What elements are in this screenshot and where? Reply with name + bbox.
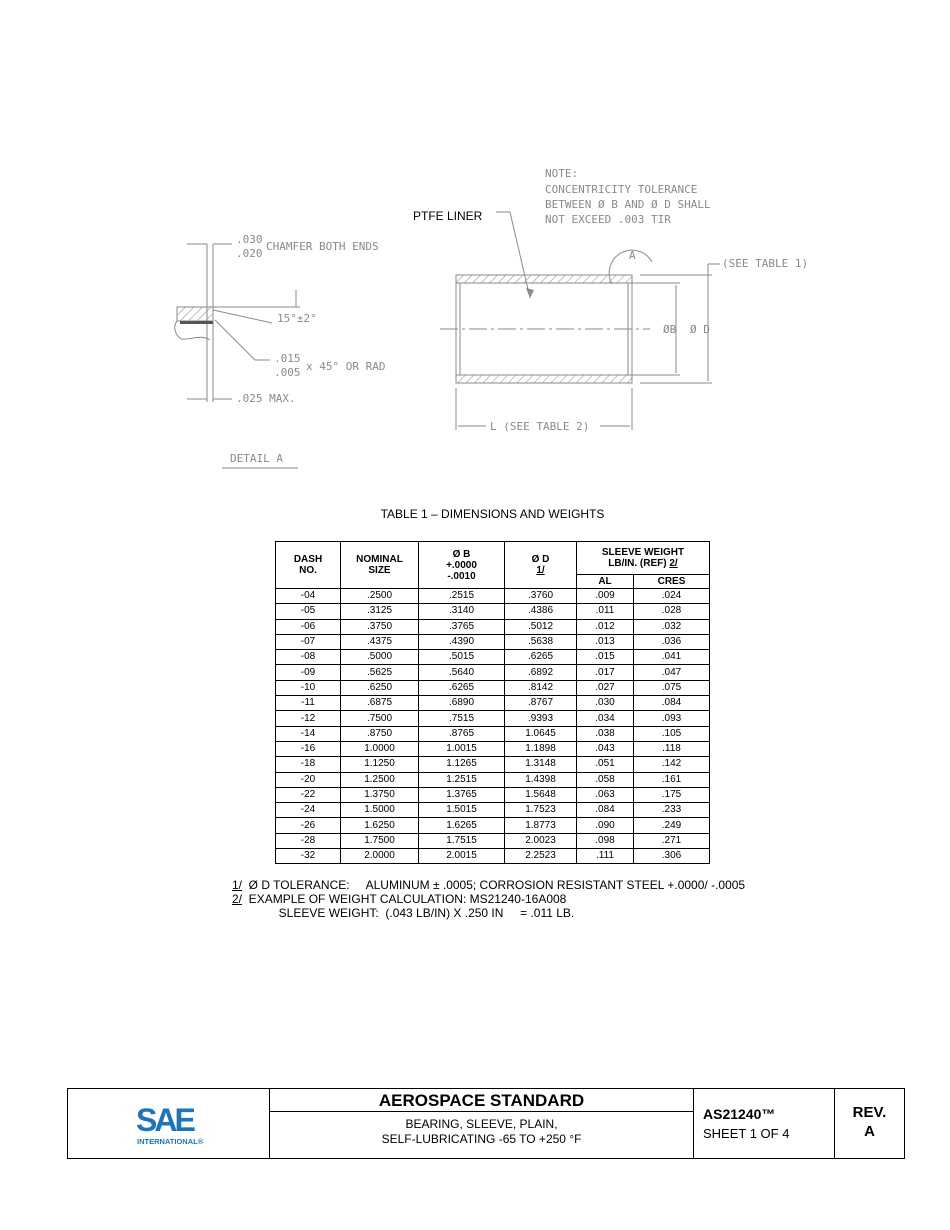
revision-label: REV. <box>852 1104 887 1121</box>
table-row <box>276 757 710 772</box>
table-cell: 1.4398 <box>505 772 577 787</box>
table-cell: -24 <box>276 803 341 818</box>
table-cell: .015 <box>577 650 634 665</box>
table-cell: -12 <box>276 711 341 726</box>
table-cell: .5000 <box>341 650 419 665</box>
table-cell: 1.1265 <box>419 757 505 772</box>
table-cell: .175 <box>634 787 710 802</box>
header-sleeve-weight <box>577 542 710 575</box>
table-cell: 1.0000 <box>341 741 419 756</box>
table-cell: -07 <box>276 634 341 649</box>
table-row <box>276 589 710 604</box>
header-cres: CRES <box>634 575 710 589</box>
table-cell: .7500 <box>341 711 419 726</box>
technical-drawing <box>0 0 950 480</box>
table-cell: -28 <box>276 833 341 848</box>
standard-title: AEROSPACE STANDARD <box>270 1089 693 1112</box>
header-dia-b <box>419 542 505 589</box>
revision <box>835 1103 904 1141</box>
table-cell: 2.0015 <box>419 849 505 864</box>
document-cell <box>694 1089 835 1158</box>
table-cell: 1.6250 <box>341 818 419 833</box>
table-row <box>276 634 710 649</box>
table-row <box>276 772 710 787</box>
table-cell: .030 <box>577 696 634 711</box>
header-weight-ref: 2/ <box>669 558 678 569</box>
table-row <box>276 680 710 695</box>
notes <box>232 878 745 920</box>
table-cell: .051 <box>577 757 634 772</box>
table-row <box>276 726 710 741</box>
header-dia-b-line: +.0000 <box>446 559 477 571</box>
length-label: L (SEE TABLE 2) <box>490 420 590 433</box>
table-row <box>276 604 710 619</box>
header-weight-unit: LB/IN. (REF) <box>608 558 667 569</box>
ptfe-leader <box>496 212 530 298</box>
note-1 <box>232 878 745 892</box>
table-cell: .5012 <box>505 619 577 634</box>
table-cell: -11 <box>276 696 341 711</box>
ptfe-leader-arrow <box>526 288 534 298</box>
table-cell: -22 <box>276 787 341 802</box>
table-cell: .098 <box>577 833 634 848</box>
table-cell: .093 <box>634 711 710 726</box>
table-cell: -08 <box>276 650 341 665</box>
table-cell: 1.2500 <box>341 772 419 787</box>
table-cell: .3760 <box>505 589 577 604</box>
table-cell: .017 <box>577 665 634 680</box>
table-cell: -26 <box>276 818 341 833</box>
table-cell: .063 <box>577 787 634 802</box>
table-cell: .7515 <box>419 711 505 726</box>
table-cell: 1.3148 <box>505 757 577 772</box>
table-cell: .271 <box>634 833 710 848</box>
table-cell: .6265 <box>505 650 577 665</box>
header-nominal <box>341 542 419 589</box>
table-cell: .118 <box>634 741 710 756</box>
chamfer-lower: .020 <box>236 247 263 260</box>
document-number: AS21240™ <box>703 1106 776 1122</box>
detail-label: DETAIL A <box>230 452 283 465</box>
table-row <box>276 787 710 802</box>
table-cell: .4375 <box>341 634 419 649</box>
see-table-1-label: (SEE TABLE 1) <box>722 257 809 270</box>
table-cell: 1.3750 <box>341 787 419 802</box>
table-row <box>276 665 710 680</box>
revision-cell <box>835 1089 904 1158</box>
header-al: AL <box>577 575 634 589</box>
table-cell: 1.2515 <box>419 772 505 787</box>
table-cell: .8765 <box>419 726 505 741</box>
table-cell: 1.7500 <box>341 833 419 848</box>
table-cell: -14 <box>276 726 341 741</box>
table-cell: .9393 <box>505 711 577 726</box>
sae-logo <box>136 1101 204 1147</box>
note-line: CONCENTRICITY TOLERANCE <box>545 183 698 196</box>
dia-d-label: Ø D <box>690 323 710 336</box>
table-cell: .111 <box>577 849 634 864</box>
table-row <box>276 803 710 818</box>
table-cell: .142 <box>634 757 710 772</box>
table-cell: 1.8773 <box>505 818 577 833</box>
table-cell: -05 <box>276 604 341 619</box>
table-cell: .8142 <box>505 680 577 695</box>
table-cell: .028 <box>634 604 710 619</box>
table-cell: .6892 <box>505 665 577 680</box>
table-cell: .2515 <box>419 589 505 604</box>
table-cell: 2.0023 <box>505 833 577 848</box>
table-row <box>276 818 710 833</box>
logo-text: SAE <box>136 1102 193 1138</box>
ptfe-liner-label: PTFE LINER <box>413 209 483 223</box>
table-row <box>276 849 710 864</box>
note-3-text: SLEEVE WEIGHT: (.043 LB/IN) X .250 IN = .011 LB. <box>232 906 575 920</box>
table-row <box>276 650 710 665</box>
table-cell: .011 <box>577 604 634 619</box>
table-cell: .012 <box>577 619 634 634</box>
table-cell: 1.3765 <box>419 787 505 802</box>
table-cell: .043 <box>577 741 634 756</box>
table-cell: 1.5015 <box>419 803 505 818</box>
header-weight-line: SLEEVE WEIGHT <box>601 547 685 558</box>
note-1-text: Ø D TOLERANCE: ALUMINUM ± .0005; CORROSION RESISTANT STEEL +.0000/ -.0005 <box>242 878 746 892</box>
chamfer-upper: .030 <box>236 233 263 246</box>
table-cell: .4390 <box>419 634 505 649</box>
note-2-text: EXAMPLE OF WEIGHT CALCULATION: MS21240-16A008 <box>242 892 567 906</box>
header-weight-line <box>577 558 709 569</box>
header-nominal-line: SIZE <box>368 565 391 576</box>
logo-cell <box>68 1089 270 1158</box>
table-cell: .038 <box>577 726 634 741</box>
table-cell: .6265 <box>419 680 505 695</box>
table-cell: .8767 <box>505 696 577 711</box>
note-2-ref: 2/ <box>232 892 243 906</box>
header-dia-b-line: Ø B <box>452 548 471 560</box>
table-cell: 1.5648 <box>505 787 577 802</box>
table-cell: 1.5000 <box>341 803 419 818</box>
table-cell: .084 <box>577 803 634 818</box>
table-cell: .058 <box>577 772 634 787</box>
table-cell: .084 <box>634 696 710 711</box>
table-cell: .5015 <box>419 650 505 665</box>
note-1-ref: 1/ <box>232 878 243 892</box>
table-cell: 1.6265 <box>419 818 505 833</box>
table-cell: .027 <box>577 680 634 695</box>
description-line-1: BEARING, SLEEVE, PLAIN, <box>405 1117 558 1131</box>
table-cell: .2500 <box>341 589 419 604</box>
table-cell: .047 <box>634 665 710 680</box>
document-description <box>270 1117 693 1147</box>
table-cell: -09 <box>276 665 341 680</box>
table-cell: .3750 <box>341 619 419 634</box>
table-cell: .161 <box>634 772 710 787</box>
table-cell: .105 <box>634 726 710 741</box>
table-cell: .3765 <box>419 619 505 634</box>
table-cell: -06 <box>276 619 341 634</box>
logo-subtext: INTERNATIONAL® <box>137 1137 204 1146</box>
chamfer-text: CHAMFER BOTH ENDS <box>266 240 379 253</box>
note-line: BETWEEN Ø B AND Ø D SHALL <box>545 198 711 211</box>
title-block <box>67 1088 905 1159</box>
table-row <box>276 696 710 711</box>
table-cell: .6250 <box>341 680 419 695</box>
table-cell: .075 <box>634 680 710 695</box>
table-cell: .041 <box>634 650 710 665</box>
header-dash-line: NO. <box>299 565 317 576</box>
radius-lower: .005 <box>274 366 301 379</box>
radius-upper: .015 <box>274 352 301 365</box>
view-a-label: A <box>629 249 636 262</box>
table-cell: .024 <box>634 589 710 604</box>
table-cell: -20 <box>276 772 341 787</box>
table-cell: .249 <box>634 818 710 833</box>
table-cell: .5640 <box>419 665 505 680</box>
table-cell: -18 <box>276 757 341 772</box>
table-row <box>276 741 710 756</box>
table-cell: -32 <box>276 849 341 864</box>
max-label: .025 MAX. <box>236 392 296 405</box>
header-dia-d <box>505 542 577 589</box>
table-cell: -04 <box>276 589 341 604</box>
table-cell: .306 <box>634 849 710 864</box>
table-cell: .5625 <box>341 665 419 680</box>
table-cell: .3125 <box>341 604 419 619</box>
note-line: NOT EXCEED .003 TIR <box>545 213 671 226</box>
table-row <box>276 711 710 726</box>
table-cell: 1.1250 <box>341 757 419 772</box>
table-cell: 1.0645 <box>505 726 577 741</box>
table-cell: .3140 <box>419 604 505 619</box>
table-row <box>276 833 710 848</box>
table-cell: .6875 <box>341 696 419 711</box>
table-cell: -10 <box>276 680 341 695</box>
table-cell: .090 <box>577 818 634 833</box>
table-cell: .6890 <box>419 696 505 711</box>
revision-value: A <box>864 1123 875 1140</box>
table-cell: 2.2523 <box>505 849 577 864</box>
header-dash <box>276 542 341 589</box>
table-row <box>276 619 710 634</box>
dia-b-label: ØB <box>663 323 677 336</box>
note-line: NOTE: <box>545 167 579 180</box>
table-cell: .8750 <box>341 726 419 741</box>
dimensions-table-body <box>276 589 710 864</box>
header-dia-b-line: -.0010 <box>447 570 476 582</box>
table-cell: 2.0000 <box>341 849 419 864</box>
table-cell: 1.7523 <box>505 803 577 818</box>
table-cell: 1.7515 <box>419 833 505 848</box>
header-dash-line: DASH <box>293 554 323 565</box>
header-dia-d-line: Ø D <box>531 554 550 565</box>
note-2 <box>232 892 745 906</box>
table-cell: .032 <box>634 619 710 634</box>
radius-text: x 45° OR RAD <box>306 360 386 373</box>
dimensions-table <box>275 541 710 864</box>
header-nominal-line: NOMINAL <box>356 554 403 565</box>
table-cell: -16 <box>276 741 341 756</box>
table-cell: .036 <box>634 634 710 649</box>
table-cell: .5638 <box>505 634 577 649</box>
table-cell: .013 <box>577 634 634 649</box>
table-cell: .233 <box>634 803 710 818</box>
table-cell: 1.0015 <box>419 741 505 756</box>
table-cell: 1.1898 <box>505 741 577 756</box>
note-3 <box>232 906 745 920</box>
angle-label: 15°±2° <box>277 312 317 325</box>
table-cell: .4386 <box>505 604 577 619</box>
sheet-number: SHEET 1 OF 4 <box>703 1126 790 1141</box>
description-line-2: SELF-LUBRICATING -65 TO +250 °F <box>381 1132 582 1146</box>
title-cell <box>270 1089 694 1158</box>
table-cell: .034 <box>577 711 634 726</box>
header-dia-d-ref: 1/ <box>536 565 545 576</box>
sleeve-section <box>440 275 650 383</box>
table-cell: .009 <box>577 589 634 604</box>
table-title: TABLE 1 – DIMENSIONS AND WEIGHTS <box>380 507 605 521</box>
